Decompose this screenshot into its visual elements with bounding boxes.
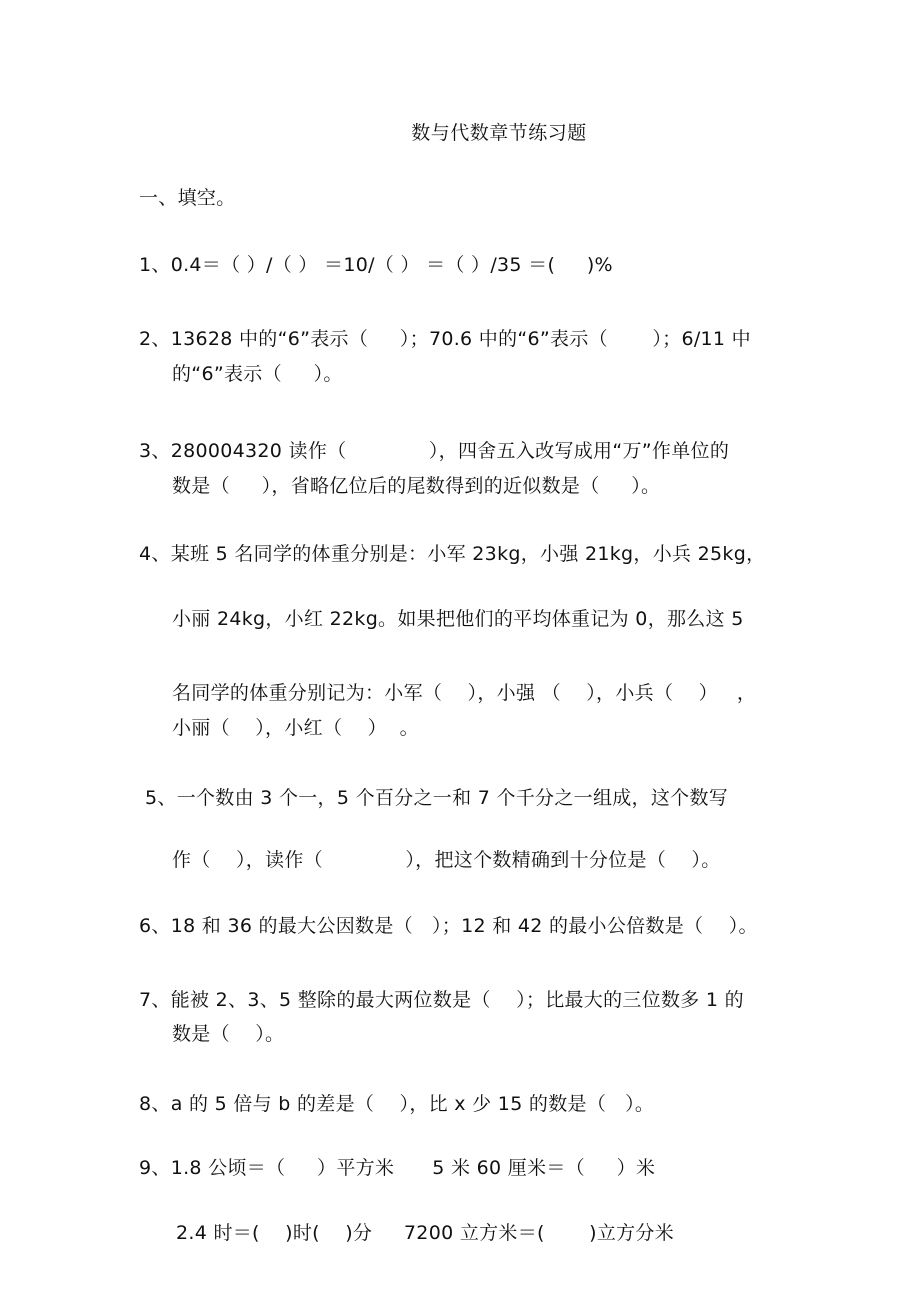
question-1: 1、0.4＝（ ）/（ ） ＝10/（ ） ＝（ ）/35 ＝( )% <box>139 254 613 276</box>
question-4-line-3: 名同学的体重分别记为：小军（ ），小强 （ ），小兵（ ） ， <box>172 682 757 704</box>
question-4-line-2: 小丽 24kg，小红 22kg。如果把他们的平均体重记为 0，那么这 5 <box>172 608 744 630</box>
question-2-line-1: 2、13628 中的“6”表示（ ）；70.6 中的“6”表示（ ）；6/11 中 <box>139 328 751 350</box>
question-9-line-2: 2.4 时＝( )时( )分 7200 立方米＝( )立方分米 <box>176 1222 675 1244</box>
question-7-line-2: 数是（ ）。 <box>172 1023 285 1045</box>
question-3-line-2: 数是（ ），省略亿位后的尾数得到的近似数是（ ）。 <box>172 475 661 497</box>
question-6: 6、18 和 36 的最大公因数是（ ）；12 和 42 的最小公倍数是（ ）。 <box>139 915 758 937</box>
question-5-line-1: 5、一个数由 3 个一，5 个百分之一和 7 个千分之一组成，这个数写 <box>145 787 729 809</box>
question-4-line-1: 4、某班 5 名同学的体重分别是：小军 23kg，小强 21kg，小兵 25kg， <box>139 543 766 565</box>
question-3-line-1: 3、280004320 读作（ ），四舍五入改写成用“万”作单位的 <box>139 440 730 462</box>
question-5-line-2: 作（ ），读作（ ），把这个数精确到十分位是（ ）。 <box>172 849 721 871</box>
question-8: 8、a 的 5 倍与 b 的差是（ ），比 x 少 15 的数是（ ）。 <box>139 1093 655 1115</box>
question-7-line-1: 7、能被 2、3、5 整除的最大两位数是（ ）；比最大的三位数多 1 的 <box>139 989 744 1011</box>
section-heading: 一、填空。 <box>139 187 236 209</box>
page-title: 数与代数章节练习题 <box>411 122 587 144</box>
question-4-line-4: 小丽（ ），小红（ ） 。 <box>172 717 419 739</box>
question-2-line-2: 的“6”表示（ ）。 <box>172 363 343 385</box>
question-9-line-1: 9、1.8 公顷＝（ ）平方米 5 米 60 厘米＝（ ）米 <box>139 1157 656 1179</box>
